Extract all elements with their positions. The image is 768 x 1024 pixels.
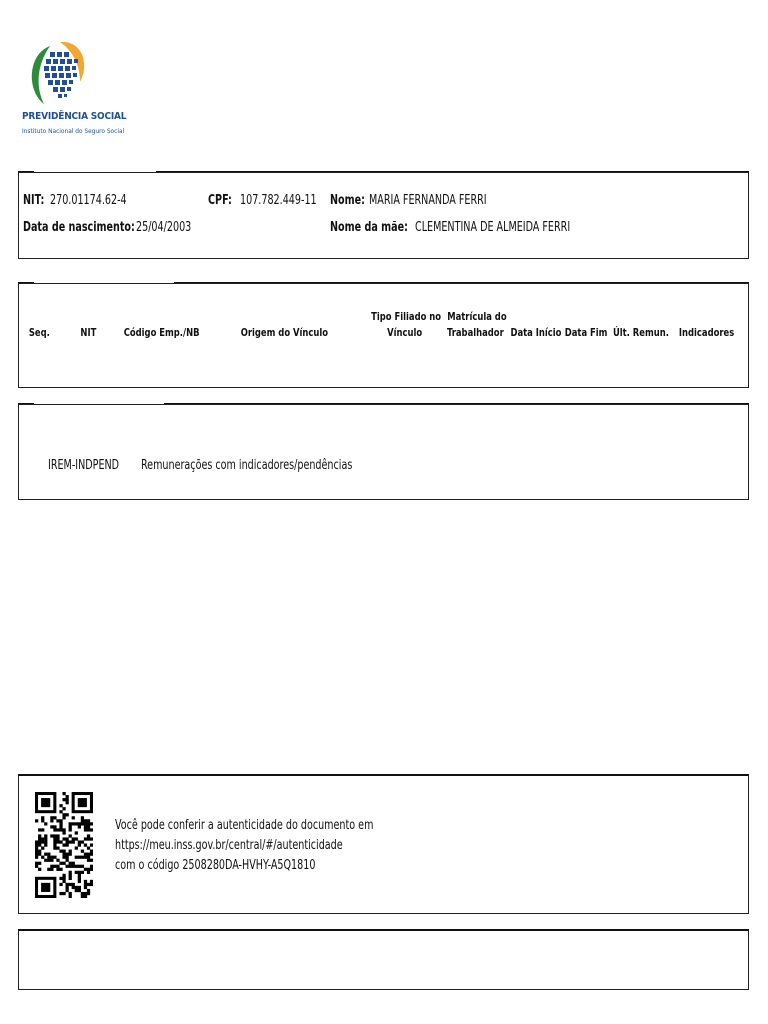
column-header-tipo-line2: Vínculo <box>387 326 423 339</box>
column-header-matricula-line2: Trabalhador <box>447 326 504 339</box>
column-header-data-fim: Data Fim <box>564 326 608 339</box>
authenticity-line-1: Você pode conferir a autenticidade do documento em <box>115 818 374 833</box>
authenticity-text <box>115 816 373 876</box>
column-header-ult-remun: Últ. Remun. <box>612 326 669 339</box>
legenda-code: IREM-INDPEND <box>48 458 120 473</box>
column-header-codigo: Código Emp./NB <box>123 326 200 339</box>
legenda-description: Remunerações com indicadores/pendências <box>141 458 353 473</box>
cpf-value: 107.782.449-11 <box>240 193 317 208</box>
cpf-label: CPF: <box>208 193 232 208</box>
person-info-box <box>18 172 749 259</box>
nome-label: Nome: <box>330 193 365 208</box>
nascimento-value: 25/04/2003 <box>136 220 192 235</box>
column-header-tipo-line1: Tipo Filiado no <box>371 310 442 323</box>
column-header-nit: NIT <box>80 326 97 339</box>
column-header-data-inicio: Data Início <box>510 326 562 339</box>
authenticity-box <box>18 774 749 914</box>
legenda-box <box>18 404 749 500</box>
logo-subtitle: Instituto Nacional do Seguro Social <box>22 127 125 135</box>
logo-name: PREVIDÊNCIA SOCIAL <box>22 111 127 122</box>
qr-code-icon <box>35 792 93 898</box>
column-header-matricula-line1: Matrícula do <box>447 310 507 323</box>
nome-value: MARIA FERNANDA FERRI <box>369 193 487 208</box>
column-header-seq: Seq. <box>28 326 50 339</box>
footer-box <box>18 929 749 990</box>
authenticity-url[interactable]: https://meu.inss.gov.br/central/#/autenticidade <box>115 838 343 853</box>
vinculos-table <box>18 283 749 388</box>
column-header-indicadores: Indicadores <box>678 326 735 339</box>
nascimento-label: Data de nascimento: <box>23 220 135 235</box>
authenticity-code: com o código 2508280DA-HVHY-A5Q1810 <box>115 858 316 873</box>
column-header-origem: Origem do Vínculo <box>240 326 329 339</box>
mae-value: CLEMENTINA DE ALMEIDA FERRI <box>415 220 571 235</box>
nit-value: 270.01174.62-4 <box>50 193 127 208</box>
mae-label: Nome da mãe: <box>330 220 408 235</box>
nit-label: NIT: <box>23 193 45 208</box>
